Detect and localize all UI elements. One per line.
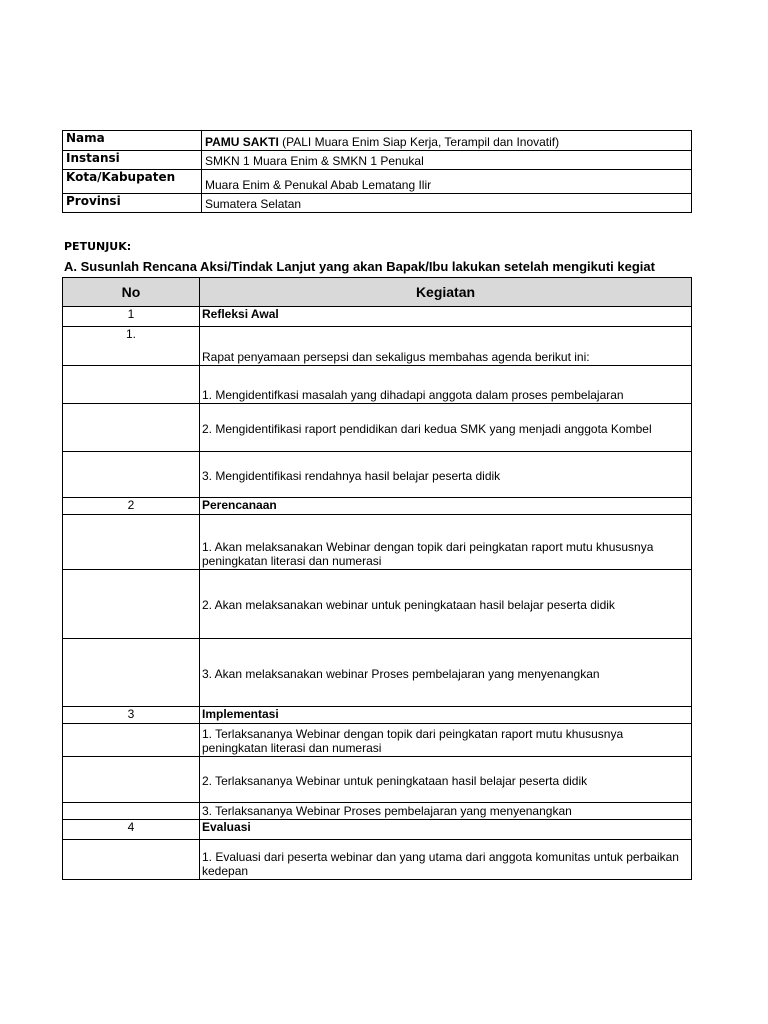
info-row-nama [63,131,692,151]
table-row [63,404,692,452]
row-number [63,724,200,757]
section-row-implementasi [63,707,692,724]
row-kegiatan: 1. Akan melaksanakan Webinar dengan topik dari peingkatan raport mutu khususnya peningkatan literasi dan numerasi [200,515,692,570]
info-label: Instansi [63,151,202,170]
row-number [63,570,200,639]
info-label: Nama [63,131,202,151]
table-row [63,515,692,570]
instruction-text: A. Susunlah Rencana Aksi/Tindak Lanjut yang akan Bapak/Ibu lakukan setelah mengikuti kegiat [64,259,655,274]
info-label: Provinsi [63,194,202,213]
section-title: Perencanaan [200,498,692,515]
section-row-perencanaan [63,498,692,515]
row-kegiatan: 2. Terlaksananya Webinar untuk peningkataan hasil belajar peserta didik [200,757,692,803]
table-row [63,639,692,707]
row-kegiatan: 3. Mengidentifikasi rendahnya hasil belajar peserta didik [200,452,692,498]
row-kegiatan: 3. Akan melaksanakan webinar Proses pembelajaran yang menyenangkan [200,639,692,707]
info-row-provinsi [63,194,692,213]
section-title: Refleksi Awal [200,307,692,327]
info-value-rest: (PALI Muara Enim Siap Kerja, Terampil dan Inovatif) [278,135,560,149]
row-kegiatan: 1. Terlaksananya Webinar dengan topik dari peingkatan raport mutu khususnya peningkatan literasi dan numerasi [200,724,692,757]
table-row [63,724,692,757]
table-row [63,570,692,639]
action-plan-table [62,277,692,880]
row-kegiatan: 1. Evaluasi dari peserta webinar dan yang utama dari anggota komunitas untuk perbaikan kedepan [200,840,692,880]
row-number: 3 [63,707,200,724]
petunjuk-label: PETUNJUK: [64,240,132,253]
table-row [63,452,692,498]
row-number [63,757,200,803]
info-value [202,131,692,151]
row-number: 1. [63,327,200,366]
row-number [63,639,200,707]
info-label: Kota/Kabupaten [63,170,202,194]
row-kegiatan: 2. Mengidentifikasi raport pendidikan dari kedua SMK yang menjadi anggota Kombel [200,404,692,452]
table-row [63,803,692,820]
row-number [63,803,200,820]
table-row [63,757,692,803]
table-row [63,366,692,404]
table-row [63,327,692,366]
row-kegiatan: 1. Mengidentifkasi masalah yang dihadapi anggota dalam proses pembelajaran [200,366,692,404]
info-row-kota [63,170,692,194]
info-value: SMKN 1 Muara Enim & SMKN 1 Penukal [202,151,692,170]
info-row-instansi [63,151,692,170]
row-number [63,515,200,570]
row-kegiatan: 2. Akan melaksanakan webinar untuk peningkataan hasil belajar peserta didik [200,570,692,639]
section-row-refleksi [63,307,692,327]
header-no: No [63,278,200,307]
row-kegiatan: 3. Terlaksananya Webinar Proses pembelajaran yang menyenangkan [200,803,692,820]
row-number [63,366,200,404]
section-title: Evaluasi [200,820,692,840]
row-number: 4 [63,820,200,840]
info-table [62,130,692,213]
info-value-bold: PAMU SAKTI [205,135,279,149]
section-row-evaluasi [63,820,692,840]
row-number [63,840,200,880]
row-number: 2 [63,498,200,515]
row-number [63,452,200,498]
info-value: Sumatera Selatan [202,194,692,213]
info-value: Muara Enim & Penukal Abab Lematang Ilir [202,170,692,194]
row-number [63,404,200,452]
row-number: 1 [63,307,200,327]
table-row [63,840,692,880]
row-kegiatan: Rapat penyamaan persepsi dan sekaligus membahas agenda berikut ini: [200,327,692,366]
table-header-row [63,278,692,307]
header-kegiatan: Kegiatan [200,278,692,307]
section-title: Implementasi [200,707,692,724]
